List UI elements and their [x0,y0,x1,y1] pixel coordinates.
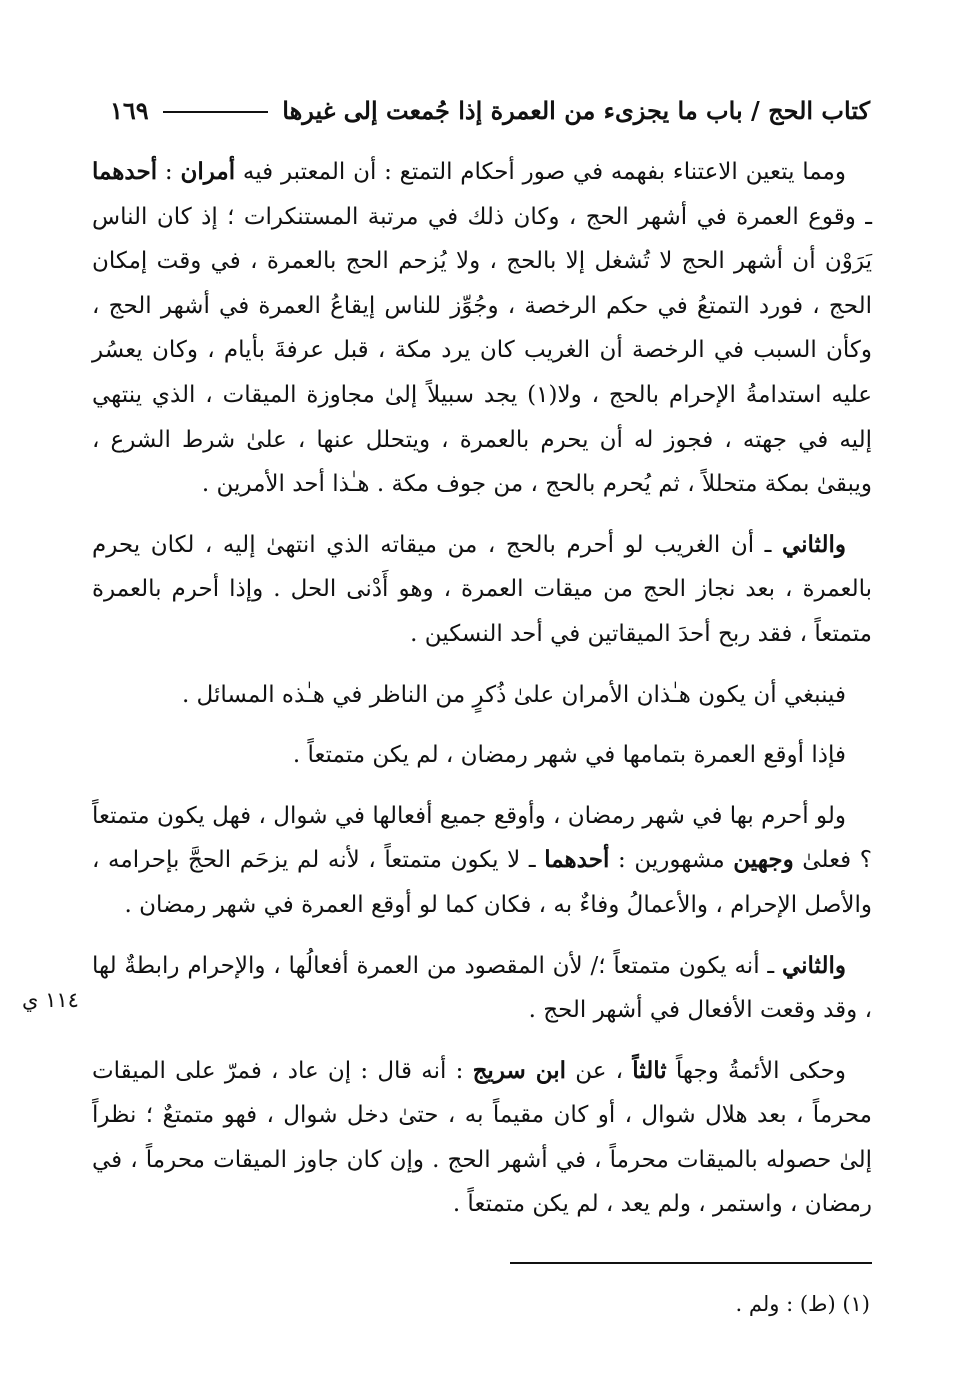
text-run: ، عن [566,1057,633,1084]
text-run: ومما يتعين الاعتناء بفهمه في صور أحكام التمتع : أن المعتبر فيه [235,159,846,185]
text-run: ـ أن الغريب لو أحرم بالحج ، من ميقاته الذي انتهىٰ إليه ، لكان يحرم بالعمرة ، بعد نجاز الحج من ميقات العمرة ، وهو أَدْنى الحل . وإذا أحرم بالعمرة متمتعاً ، فقد ربح أحدَ الميقاتين في أحد النسكين . [92,531,872,647]
text-run: : أنه قال : إن عاد ، فمرّ على الميقات محرماً ، بعد هلال شوال ، أو كان مقيماً به ، حتىٰ دخل شوال ، فهو متمتعٌ ؛ نظراً إلىٰ حصوله بالميقات محرماً ، في أشهر الحج . وإن كان جاوز الميقات محرماً ، في رمضان ، واستمر ، ولم يعد ، لم يكن متمتعاً . [92,1057,872,1218]
paragraph [92,1049,872,1227]
paragraph [92,673,872,718]
bold-term: أحدهما [544,846,610,874]
text-run: فينبغي أن يكون هـٰذان الأمران علىٰ ذُكرٍ من الناظر في هـٰذه المسائل . [181,681,846,708]
text-run: ـ وقوع العمرة في أشهر الحج ، وكان ذلك في مرتبة المستنكرات ؛ إذ كان الناس يَرَوْن أن أشهر الحج لا تُشغل إلا بالحج ، ولا يُزحم الحج بالعمرة ، في وقت إمكان الحج ، فورد التمتعُ في حكم الرخصة ، وجُوِّز للناس إيقاعُ العمرة في أشهر الحج ، وكأن السبب في الرخصة أن الغريب كان يرد مكة ، قبل عرفةَ بأيام ، وكان يعسُر عليه استدامةُ الإحرام بالحج ، ولا(١) يجد سبيلاً إلىٰ مجاوزة الميقات ، الذي ينتهي إليه في جهته ، فجوز له أن يحرم بالعمرة ، ويتحلل عنها ، علىٰ شرط الشرع ، ويبقىٰ بمكة متحللاً ، ثم يُحرم بالحج ، من جوف مكة . هـٰذا أحد الأمرين . [92,203,872,498]
text-run: وحكى الأئمةُ وجهاً [666,1057,846,1084]
paragraph [92,523,872,657]
bold-term: ابن سريج [472,1056,566,1084]
running-header [110,88,870,132]
text-run: ـ لا يكون متمتعاً ، لأنه لم يزحَم الحجَّ بإحرامه ، والأصل الإحرام ، والأعمالُ وفاءٌ به ، فكان كما لو أوقع العمرة في شهر رمضان . [92,847,872,918]
bold-term: وجهين [733,846,794,874]
paragraph [92,733,872,778]
text-run: ولو أحرم بها في شهر رمضان ، وأوقع جميع أفعالها في شوال ، فهل يكون متمتعاً ؟ فعلىٰ [92,802,872,874]
bold-term: والثاني [781,951,846,979]
text-run: : [157,159,181,185]
header-rule [163,111,269,113]
page-number: ١٦٩ [110,95,149,125]
text-run: فإذا أوقع العمرة بتمامها في شهر رمضان ، لم يكن متمتعاً . [292,742,846,769]
paragraph [92,944,872,1033]
footnote-rule [510,1262,872,1264]
paragraph [92,794,872,928]
text-run: ـ أنه يكون متمتعاً ؛/ لأن المقصود من العمرة أفعالُها ، والإحرام رابطةٌ لها ، وقد وقعت الأفعال في أشهر الحج . [92,952,872,1024]
body-text [92,150,872,1243]
bold-term: أمران [180,158,236,185]
margin-note: ١١٤ ي [22,988,79,1012]
bold-term: والثاني [781,530,846,558]
bold-term: ثالثاً [632,1056,667,1084]
bold-term: أحدهما [92,158,158,185]
paragraph [92,150,872,507]
text-run: مشهورين : [609,847,734,874]
header-title: كتاب الحج / باب ما يجزىء من العمرة إذا جُمعت إلى غيرها [282,95,870,125]
footnote: (١) (ط) : ولم . [735,1292,870,1316]
